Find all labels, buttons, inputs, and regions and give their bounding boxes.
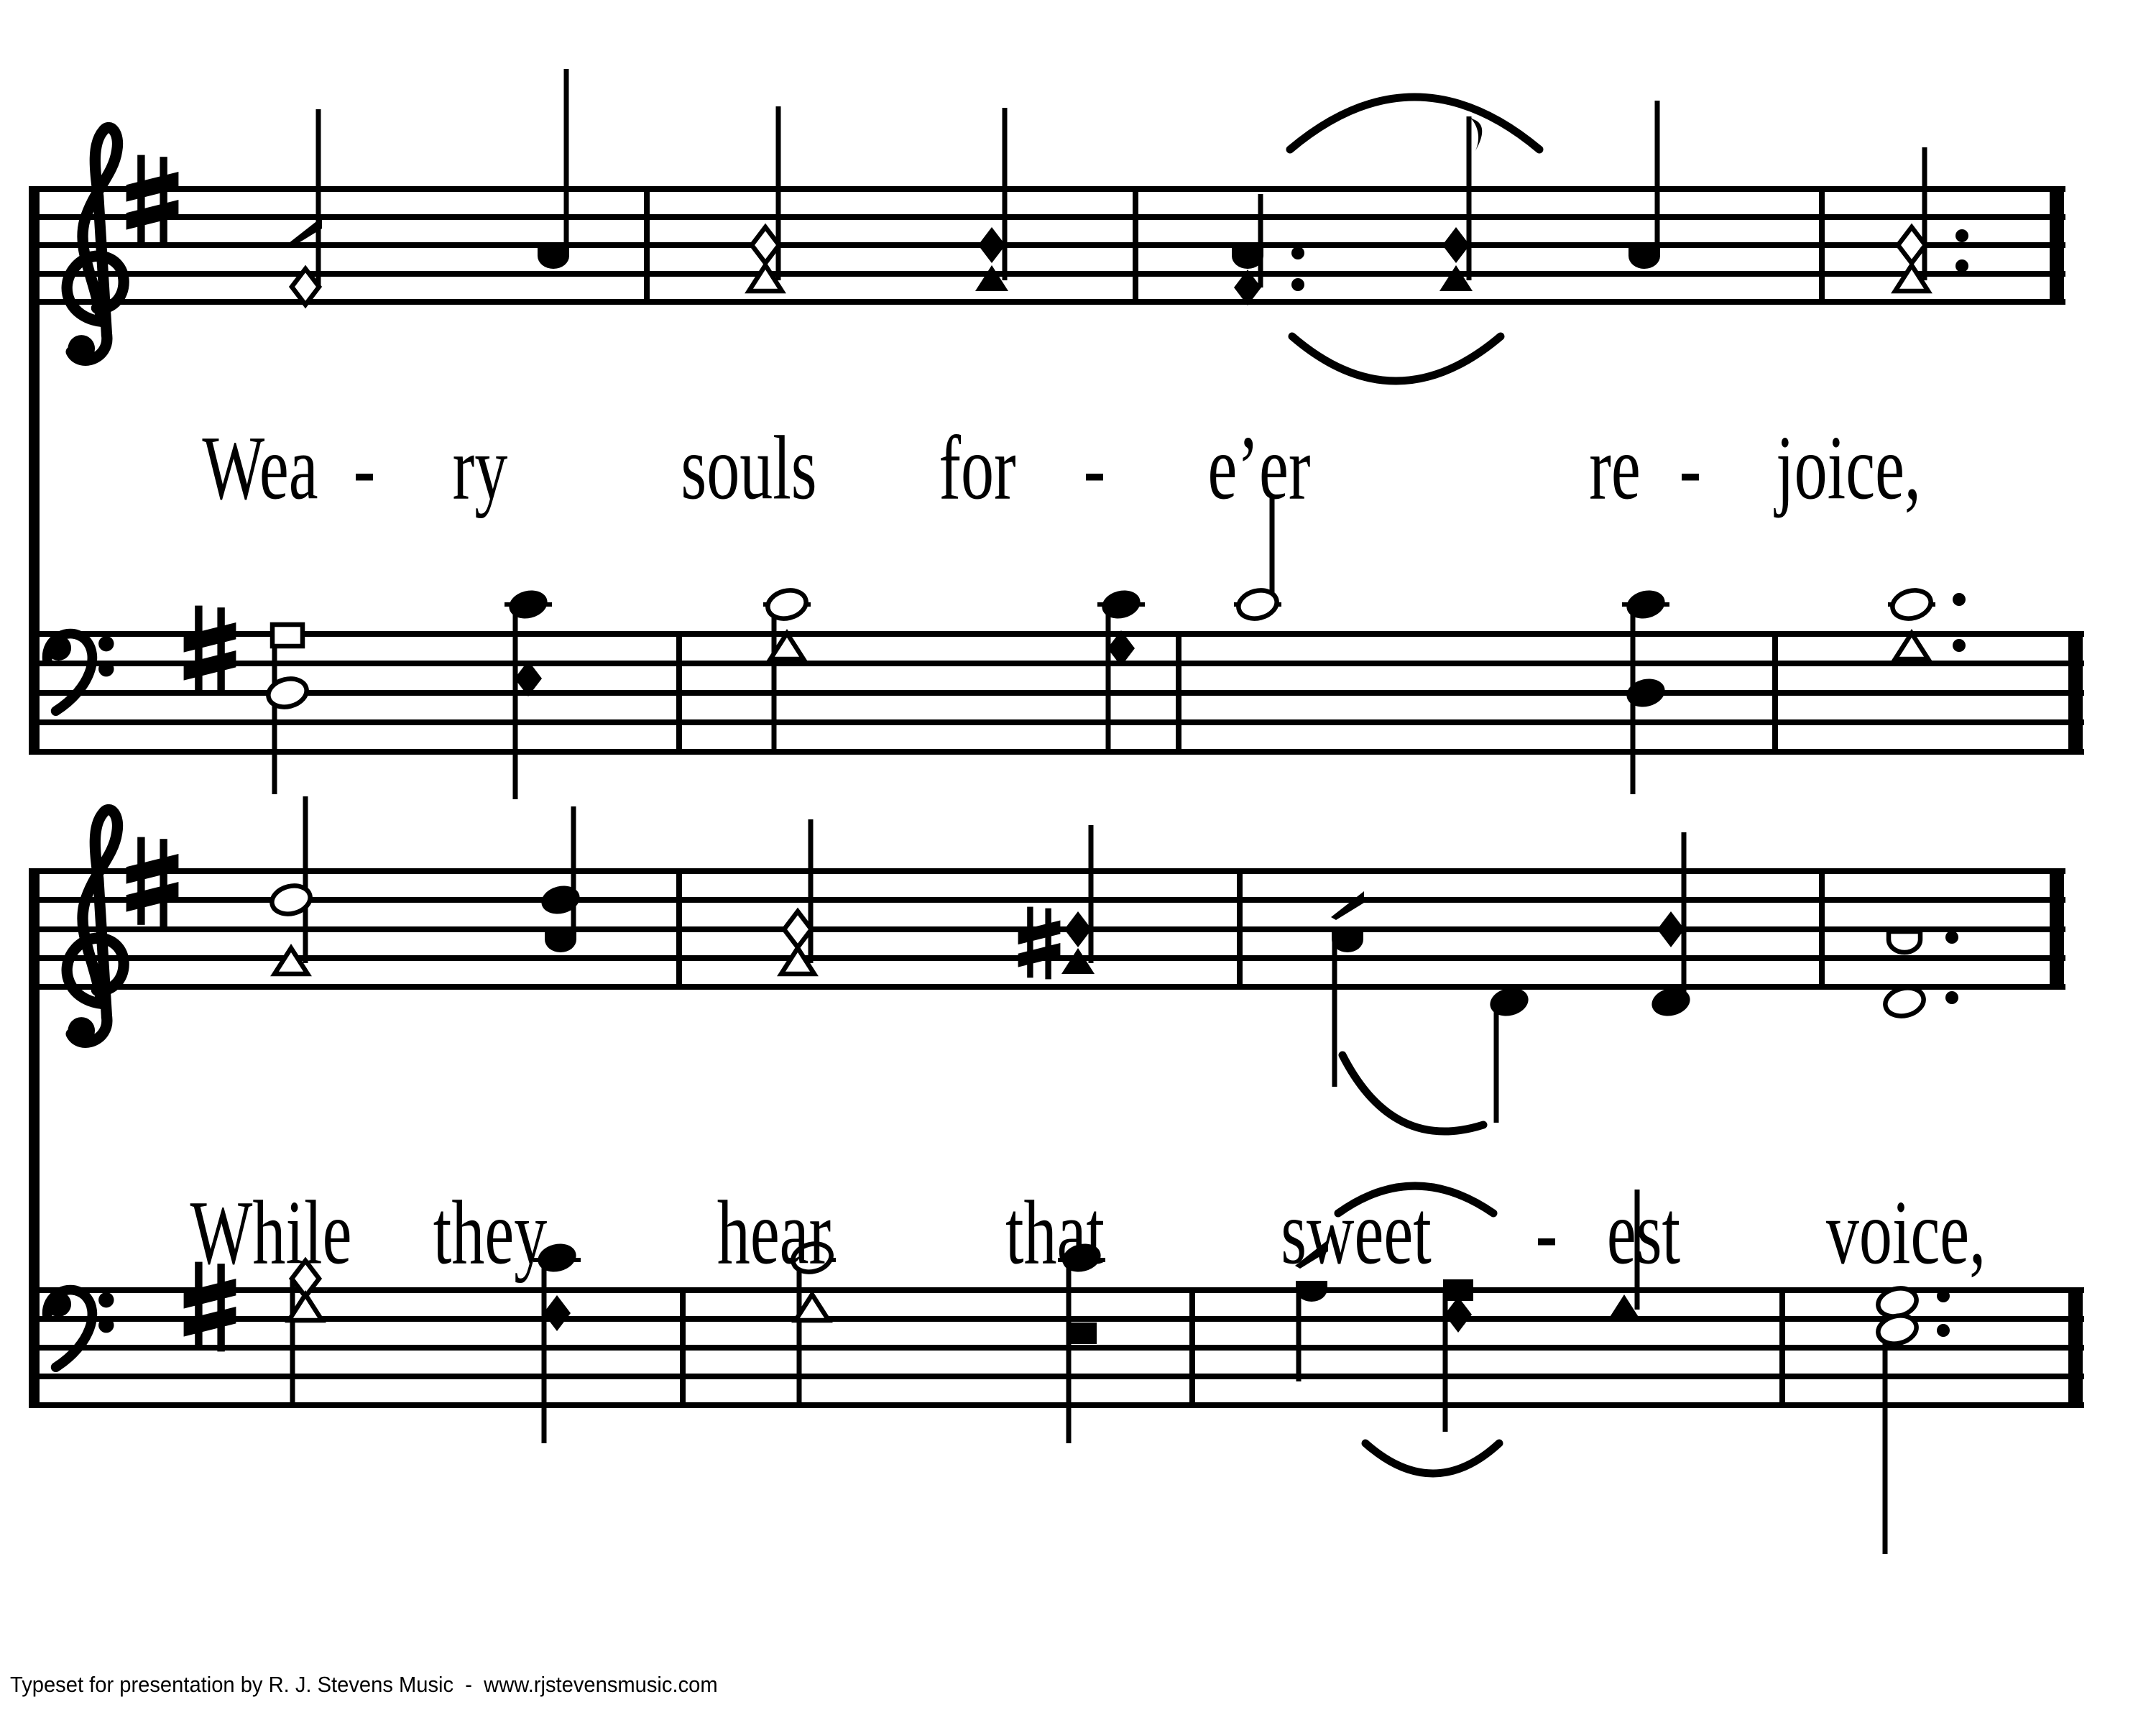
lyric-syllable: - (1083, 417, 1106, 519)
slur (1290, 97, 1539, 150)
lyric-syllable: Wea (202, 417, 318, 519)
note (1439, 116, 1482, 291)
notehead-diamond (1657, 911, 1685, 947)
notehead-diamond (1064, 911, 1092, 947)
notehead-square (1067, 1322, 1097, 1344)
augmentation-dot (1953, 639, 1966, 652)
note (1875, 1284, 1950, 1554)
notehead-diamond (1445, 1297, 1472, 1333)
notehead-oval (1623, 586, 1668, 622)
augmentation-dot (1955, 259, 1968, 272)
lyric-syllable: e’er (1207, 417, 1311, 519)
notehead-cup (1628, 248, 1660, 269)
notehead-diamond (752, 227, 779, 263)
final-barline (2068, 1288, 2083, 1407)
note (265, 625, 310, 794)
notehead-oval (506, 586, 550, 622)
staff-treble-2 (29, 796, 2065, 1131)
lyric-syllable: sweet (1281, 1182, 1432, 1284)
notehead-cup (538, 248, 569, 269)
note (1888, 586, 1966, 659)
augmentation-dot (1291, 278, 1304, 291)
note (1232, 194, 1304, 305)
note (1487, 984, 1531, 1123)
typeset-credit: Typeset for presentation by R. J. Stevens Music - www.rjstevensmusic.com (10, 1672, 718, 1697)
note (538, 69, 569, 269)
lyric-syllable: souls (681, 417, 817, 519)
note (1097, 586, 1145, 755)
notehead-oval (538, 882, 583, 918)
notehead-diamond (1898, 227, 1925, 263)
notehead-oval (265, 675, 310, 711)
notehead-cup (545, 932, 576, 952)
system-2 (29, 796, 2084, 1554)
notehead-oval (765, 586, 809, 622)
lyric-syllable: voice, (1825, 1182, 1986, 1284)
note (749, 106, 782, 291)
lyric-syllable: - (1535, 1182, 1558, 1284)
sharp-icon (126, 837, 179, 927)
note (975, 108, 1008, 291)
lyric-syllable: that (1005, 1182, 1105, 1284)
notehead-square (272, 625, 303, 646)
final-barline (2050, 187, 2064, 304)
lyric-syllable: they (433, 1182, 548, 1284)
note (269, 796, 313, 974)
note (1882, 931, 1958, 1020)
augmentation-dot (1945, 931, 1958, 944)
note (1622, 586, 1669, 794)
notehead-fa (1331, 891, 1364, 920)
final-barline (2050, 869, 2064, 989)
lyric-syllable: ry (452, 417, 508, 519)
notehead-diamond (784, 911, 811, 947)
notehead-oval (1623, 675, 1668, 711)
system-barline (29, 871, 40, 1405)
augmentation-dot (1291, 247, 1304, 259)
sharp-icon (126, 155, 179, 245)
bass-clef-icon (46, 1290, 114, 1368)
lyric-syllable: - (353, 417, 376, 519)
notehead-cup (1889, 932, 1920, 952)
notehead-diamond (1442, 227, 1470, 263)
note (1443, 1279, 1473, 1432)
notehead-oval (1889, 586, 1934, 622)
augmentation-dot (1937, 1324, 1950, 1337)
slur (1342, 1055, 1483, 1131)
lyric-syllable: joice, (1776, 417, 1921, 519)
augmentation-dot (1945, 991, 1958, 1004)
sharp-icon (184, 606, 236, 696)
lyric-syllable: - (1679, 417, 1702, 519)
notehead-diamond (543, 1295, 571, 1331)
note (781, 819, 814, 974)
notehead-diamond (978, 227, 1005, 263)
lyric-syllable: While (190, 1182, 352, 1284)
notehead-oval (1235, 586, 1280, 622)
note (1649, 832, 1693, 1020)
slur (1292, 336, 1501, 381)
augmentation-dot (1937, 1289, 1950, 1302)
staff-treble-1 (29, 69, 2065, 381)
notehead-oval (1099, 586, 1143, 622)
augmentation-dot (1955, 229, 1968, 242)
staff-bass-1 (29, 497, 2084, 799)
slur (1365, 1443, 1499, 1473)
sharp-icon (1018, 907, 1061, 980)
note (763, 586, 811, 755)
final-barline (2068, 632, 2083, 754)
bass-clef-icon (46, 634, 114, 712)
lyric-syllable: for (939, 417, 1016, 519)
lyric-syllable: est (1606, 1182, 1681, 1284)
lyric-syllable: re (1589, 417, 1641, 519)
augmentation-dot (1953, 593, 1966, 606)
lyric-syllable: hear (717, 1182, 831, 1284)
notehead-triangle (1895, 633, 1928, 659)
